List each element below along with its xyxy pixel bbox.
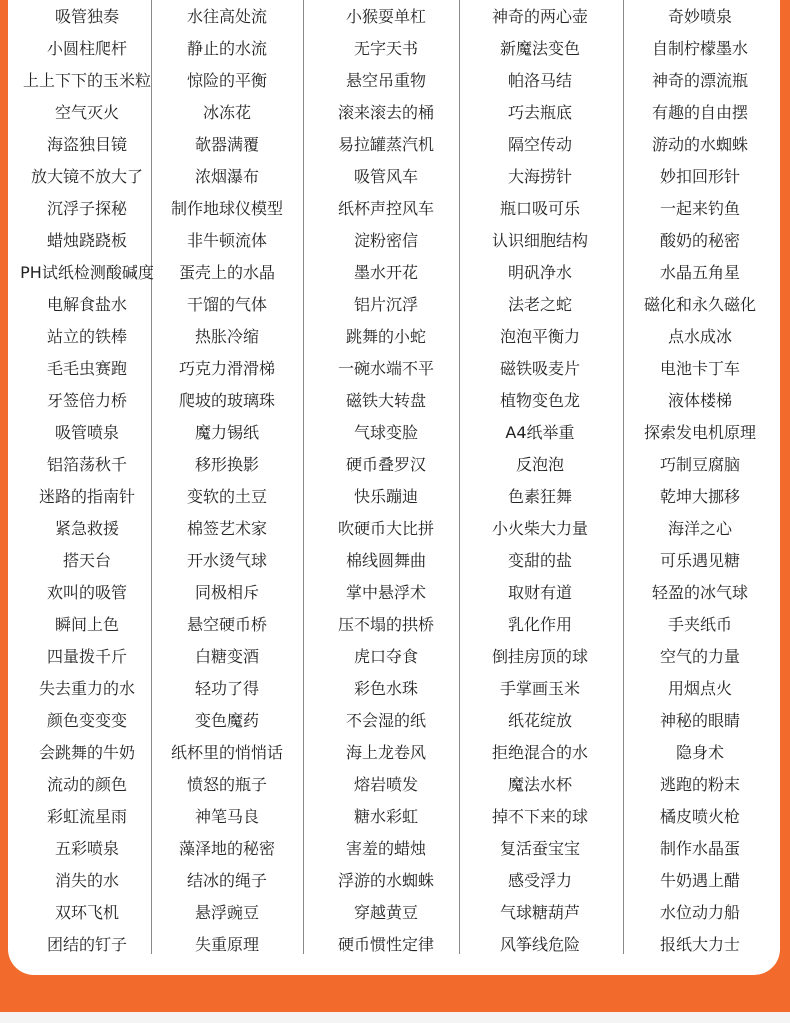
experiment-name: 小火柴大力量 (491, 519, 588, 538)
experiment-name: 失重原理 (194, 935, 259, 954)
experiment-name: 巧克力滑滑梯 (178, 359, 275, 378)
experiment-name: 静止的水流 (186, 39, 267, 58)
experiment-name: 帕洛马结 (507, 71, 572, 90)
experiment-name: 上上下下的玉米粒 (22, 71, 151, 90)
experiment-name: 蛋壳上的水晶 (178, 263, 275, 282)
experiment-name: 磁铁吸麦片 (499, 359, 580, 378)
experiment-name: 悬空硬币桥 (186, 615, 267, 634)
experiment-name: 报纸大力士 (659, 935, 740, 954)
experiment-name: 冰冻花 (202, 103, 251, 122)
experiment-name: 站立的铁棒 (46, 327, 127, 346)
experiment-name: 欹器满覆 (194, 135, 259, 154)
experiment-name: 牛奶遇上醋 (659, 871, 740, 890)
experiment-name: 结冰的绳子 (186, 871, 267, 890)
experiment-name: 色素狂舞 (507, 487, 572, 506)
experiment-name: 水位动力船 (659, 903, 740, 922)
experiment-name: 轻盈的冰气球 (651, 583, 748, 602)
experiment-name: 毛毛虫赛跑 (46, 359, 127, 378)
experiment-name: 明矾净水 (507, 263, 572, 282)
experiment-name: 海上龙卷风 (345, 743, 426, 762)
experiment-name: 神笔马良 (194, 807, 259, 826)
experiment-name: 欢叫的吸管 (46, 583, 127, 602)
experiment-name: 探索发电机原理 (643, 423, 756, 442)
experiment-name: 风筝线危险 (499, 935, 580, 954)
experiment-name: 移形换影 (194, 455, 259, 474)
experiment-name: 无字天书 (353, 39, 418, 58)
experiment-name: 吸管独奏 (54, 7, 119, 26)
column-divider (303, 0, 304, 954)
experiment-name: 植物变色龙 (499, 391, 580, 410)
experiment-name: 倒挂房顶的球 (491, 647, 588, 666)
experiment-name: 巧制豆腐脑 (659, 455, 740, 474)
experiment-name: 虎口夺食 (353, 647, 418, 666)
experiment-name: 掉不下来的球 (491, 807, 588, 826)
experiment-name: 小猴耍单杠 (345, 7, 426, 26)
experiment-name: 非牛顿流体 (186, 231, 267, 250)
experiment-name: 液体楼梯 (667, 391, 732, 410)
experiment-name: 压不塌的拱桥 (337, 615, 434, 634)
experiment-name: 流动的颜色 (46, 775, 127, 794)
experiment-name: 磁化和永久磁化 (643, 295, 756, 314)
experiment-list-card (8, 0, 780, 975)
experiment-name: 浓烟瀑布 (194, 167, 259, 186)
experiment-name: 沉浮子探秘 (46, 199, 127, 218)
experiment-name: 反泡泡 (515, 455, 564, 474)
experiment-name: 纸杯声控风车 (337, 199, 434, 218)
experiment-name: 空气的力量 (659, 647, 740, 666)
experiment-name: 不会湿的纸 (345, 711, 426, 730)
experiment-name: 用烟点火 (667, 679, 732, 698)
experiment-name: 热胀冷缩 (194, 327, 259, 346)
experiment-name: 神奇的漂流瓶 (651, 71, 748, 90)
experiment-name: 手夹纸币 (667, 615, 732, 634)
experiment-name: 开水烫气球 (186, 551, 267, 570)
experiment-name: 会跳舞的牛奶 (38, 743, 135, 762)
experiment-name: 可乐遇见糖 (659, 551, 740, 570)
experiment-name: 制作地球仪模型 (170, 199, 283, 218)
experiment-name: 神秘的眼睛 (659, 711, 740, 730)
experiment-name: 手掌画玉米 (499, 679, 580, 698)
experiment-name: 白糖变酒 (194, 647, 259, 666)
experiment-name: 海盗独目镜 (46, 135, 127, 154)
experiment-name: 有趣的自由摆 (651, 103, 748, 122)
experiment-name: 隔空传动 (507, 135, 572, 154)
experiment-name: PH试纸检测酸碱度 (20, 263, 154, 282)
experiment-name: 消失的水 (54, 871, 119, 890)
experiment-name: 放大镜不放大了 (30, 167, 143, 186)
experiment-name: 同极相斥 (194, 583, 259, 602)
experiment-name: 纸花绽放 (507, 711, 572, 730)
experiment-name: 自制柠檬墨水 (651, 39, 748, 58)
experiment-name: 变软的土豆 (186, 487, 267, 506)
experiment-name: 牙签倍力桥 (46, 391, 127, 410)
experiment-name: 颜色变变变 (46, 711, 127, 730)
experiment-name: 吸管喷泉 (54, 423, 119, 442)
experiment-name: 棉签艺术家 (186, 519, 267, 538)
experiment-name: 隐身术 (675, 743, 724, 762)
experiment-name: 逃跑的粉末 (659, 775, 740, 794)
experiment-name: 跳舞的小蛇 (345, 327, 426, 346)
experiment-name: 吸管风车 (353, 167, 418, 186)
experiment-name: 磁铁大转盘 (345, 391, 426, 410)
experiment-name: 彩色水珠 (353, 679, 418, 698)
experiment-name: 神奇的两心壶 (491, 7, 588, 26)
experiment-name: 点水成冰 (667, 327, 732, 346)
experiment-name: 法老之蛇 (507, 295, 572, 314)
experiment-name: 干馏的气体 (186, 295, 267, 314)
experiment-name: 复活蚕宝宝 (499, 839, 580, 858)
experiment-name: 新魔法变色 (499, 39, 580, 58)
experiment-name: 一碗水端不平 (337, 359, 434, 378)
experiment-name: 纸杯里的悄悄话 (170, 743, 283, 762)
experiment-name: 妙扣回形针 (659, 167, 740, 186)
experiment-name: 电解食盐水 (46, 295, 127, 314)
experiment-name: 惊险的平衡 (186, 71, 267, 90)
experiment-name: 掌中悬浮术 (345, 583, 426, 602)
experiment-name: 淀粉密信 (353, 231, 418, 250)
experiment-name: A4纸举重 (505, 423, 575, 442)
experiment-name: 愤怒的瓶子 (186, 775, 267, 794)
experiment-name: 水往高处流 (186, 7, 267, 26)
experiment-name: 墨水开花 (353, 263, 418, 282)
experiment-name: 海洋之心 (667, 519, 732, 538)
experiment-name: 瓶口吸可乐 (499, 199, 580, 218)
experiment-name: 变色魔药 (194, 711, 259, 730)
experiment-name: 悬浮豌豆 (194, 903, 259, 922)
experiment-name: 糖水彩虹 (353, 807, 418, 826)
experiment-name: 气球变脸 (353, 423, 418, 442)
experiment-name: 熔岩喷发 (353, 775, 418, 794)
experiment-name: 失去重力的水 (38, 679, 135, 698)
experiment-name: 铝片沉浮 (353, 295, 418, 314)
experiment-name: 奇妙喷泉 (667, 7, 732, 26)
experiment-name: 橘皮喷火枪 (659, 807, 740, 826)
experiment-name: 快乐蹦迪 (353, 487, 418, 506)
experiment-name: 迷路的指南针 (38, 487, 135, 506)
experiment-name: 乾坤大挪移 (659, 487, 740, 506)
experiment-name: 悬空吊重物 (345, 71, 426, 90)
experiment-name: 爬坡的玻璃珠 (178, 391, 275, 410)
experiment-name: 双环飞机 (54, 903, 119, 922)
experiment-name: 硬币惯性定律 (337, 935, 434, 954)
experiment-name: 铝箔荡秋千 (46, 455, 127, 474)
experiment-name: 易拉罐蒸汽机 (337, 135, 434, 154)
experiment-name: 四量拨千斤 (46, 647, 127, 666)
experiment-name: 彩虹流星雨 (46, 807, 127, 826)
experiment-name: 游动的水蜘蛛 (651, 135, 748, 154)
experiment-name: 一起来钓鱼 (659, 199, 740, 218)
experiment-name: 藻泽地的秘密 (178, 839, 275, 858)
experiment-name: 电池卡丁车 (659, 359, 740, 378)
experiment-name: 空气灭火 (54, 103, 119, 122)
experiment-name: 酸奶的秘密 (659, 231, 740, 250)
experiment-name: 大海捞针 (507, 167, 572, 186)
experiment-name: 巧去瓶底 (507, 103, 572, 122)
experiment-name: 滚来滚去的桶 (337, 103, 434, 122)
experiment-name: 搭天台 (62, 551, 111, 570)
experiment-name: 轻功了得 (194, 679, 259, 698)
experiment-name: 感受浮力 (507, 871, 572, 890)
experiment-name: 气球糖葫芦 (499, 903, 580, 922)
experiment-name: 泡泡平衡力 (499, 327, 580, 346)
experiment-name: 取财有道 (507, 583, 572, 602)
experiment-name: 吹硬币大比拼 (337, 519, 434, 538)
experiment-name: 认识细胞结构 (491, 231, 588, 250)
experiment-name: 瞬间上色 (54, 615, 119, 634)
experiment-name: 害羞的蜡烛 (345, 839, 426, 858)
experiment-name: 紧急救援 (54, 519, 119, 538)
experiment-name: 棉线圆舞曲 (345, 551, 426, 570)
experiment-name: 制作水晶蛋 (659, 839, 740, 858)
experiment-name: 蜡烛跷跷板 (46, 231, 127, 250)
experiment-name: 魔力锡纸 (194, 423, 259, 442)
experiment-name: 水晶五角星 (659, 263, 740, 282)
experiment-name: 小圆柱爬杆 (46, 39, 127, 58)
experiment-name: 穿越黄豆 (353, 903, 418, 922)
experiment-name: 变甜的盐 (507, 551, 572, 570)
experiment-name: 团结的钉子 (46, 935, 127, 954)
experiment-name: 乳化作用 (507, 615, 572, 634)
experiment-name: 五彩喷泉 (54, 839, 119, 858)
experiment-name: 浮游的水蜘蛛 (337, 871, 434, 890)
experiment-name: 魔法水杯 (507, 775, 572, 794)
experiment-name: 硬币叠罗汉 (345, 455, 426, 474)
experiment-name: 拒绝混合的水 (491, 743, 588, 762)
column-divider (623, 0, 624, 954)
